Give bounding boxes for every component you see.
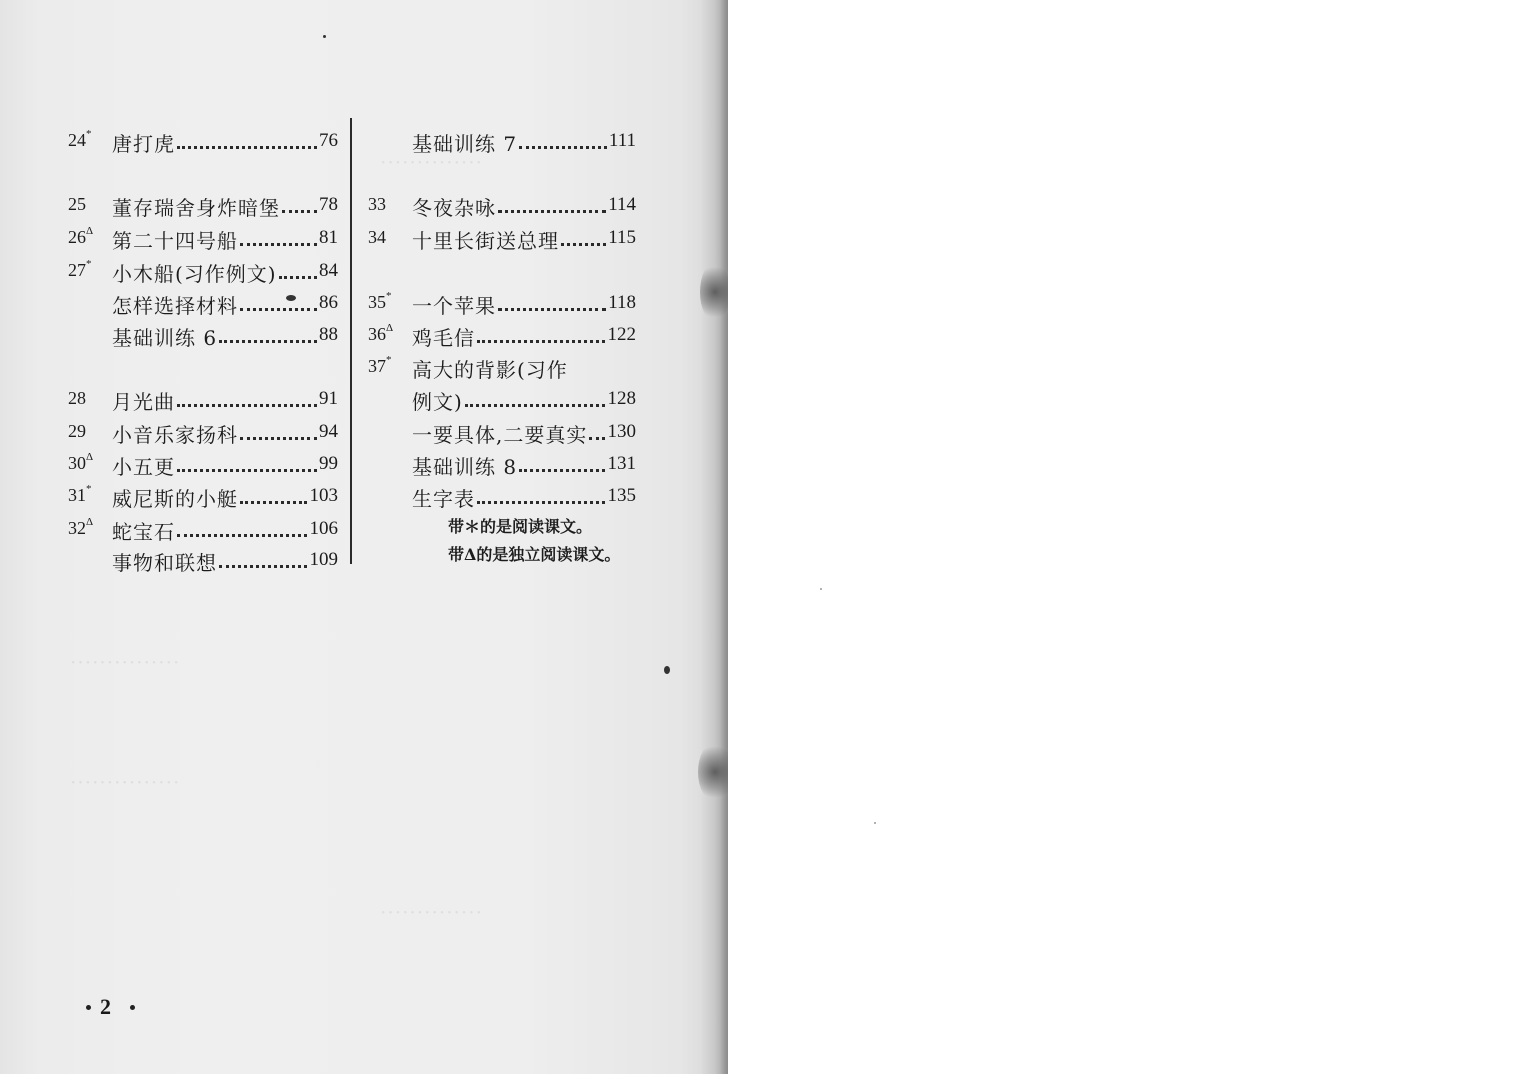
lesson-title: 鸡毛信 (412, 326, 475, 350)
page-number-ornament (86, 1005, 91, 1010)
lesson-title: 小木船(习作例文) (112, 262, 277, 286)
lesson-number (368, 356, 392, 377)
lesson-number (68, 388, 86, 409)
page-ref: 103 (309, 485, 338, 506)
show-through-text: ·············· (380, 900, 484, 924)
left-page (0, 0, 728, 1074)
lesson-title: 怎样选择材料 (112, 294, 238, 318)
lesson-mark: Δ (86, 225, 94, 237)
toc-entry (368, 192, 636, 222)
toc-entry (68, 322, 338, 352)
lesson-number-text: 26 (68, 227, 86, 247)
show-through-text: ·············· (380, 150, 484, 174)
leader-dots (177, 524, 307, 537)
leader-dots (219, 330, 317, 343)
lesson-title: 例文) (412, 390, 463, 414)
lesson-number (68, 421, 86, 442)
lesson-mark: * (86, 258, 92, 270)
lesson-title: 董存瑞舍身炸暗堡 (112, 196, 280, 220)
page-ref: 109 (309, 549, 338, 570)
lesson-number-text: 27 (68, 260, 86, 280)
ink-speck (874, 822, 876, 824)
binding-stain (700, 262, 728, 322)
page-ref: 99 (319, 453, 338, 474)
toc-entry (368, 128, 636, 158)
lesson-title: 蛇宝石 (112, 520, 175, 544)
toc-entry (68, 483, 338, 513)
leader-dots (219, 555, 307, 568)
lesson-number (368, 324, 393, 345)
ink-speck (323, 35, 326, 38)
lesson-mark: * (386, 354, 392, 366)
toc-entry (68, 451, 338, 481)
lesson-number-text: 29 (68, 421, 86, 441)
toc-entry (68, 547, 338, 577)
lesson-number-text: 31 (68, 485, 86, 505)
leader-dots (477, 491, 605, 504)
toc-entry (68, 128, 338, 158)
leader-dots (498, 298, 606, 311)
show-through-text: ··············· (70, 770, 181, 794)
lesson-title: 第二十四号船 (112, 229, 238, 253)
lesson-number (68, 485, 92, 506)
leader-dots (177, 136, 317, 149)
toc-entry (368, 419, 636, 449)
page-ref: 128 (607, 388, 636, 409)
toc-entry (368, 483, 636, 513)
page-number-ornament (130, 1005, 135, 1010)
toc-entry (368, 322, 636, 352)
lesson-title: 威尼斯的小艇 (112, 487, 238, 511)
lesson-title: 十里长街送总理 (412, 229, 559, 253)
lesson-number (68, 130, 92, 151)
page-ref: 94 (319, 421, 338, 442)
leader-dots (240, 427, 317, 440)
ink-speck (820, 588, 822, 590)
column-divider (350, 118, 352, 564)
note-reading: 带＊的是阅读课文。 (448, 517, 593, 536)
lesson-number-text: 33 (368, 194, 386, 214)
page-number: 2 (100, 994, 111, 1019)
lesson-number-text: 24 (68, 130, 86, 150)
lesson-number-text: 30 (68, 453, 86, 473)
leader-dots (240, 298, 317, 311)
lesson-title: 月光曲 (112, 390, 175, 414)
toc-entry (68, 516, 338, 546)
lesson-title: 生字表 (412, 487, 475, 511)
lesson-number-text: 37 (368, 356, 386, 376)
note-independent: 带Δ的是独立阅读课文。 (448, 545, 621, 564)
page-ref: 76 (319, 130, 338, 151)
page-ref: 135 (607, 485, 636, 506)
lesson-number (68, 453, 93, 474)
ink-speck (664, 666, 670, 674)
lesson-title: 一个苹果 (412, 294, 496, 318)
toc-entry (68, 419, 338, 449)
leader-dots (177, 459, 317, 472)
lesson-number (368, 227, 386, 248)
page-ref: 111 (608, 130, 636, 151)
lesson-title: 冬夜杂咏 (412, 196, 496, 220)
lesson-number (368, 292, 392, 313)
lesson-number-text: 35 (368, 292, 386, 312)
leader-dots (519, 459, 605, 472)
leader-dots (177, 394, 317, 407)
page-ref: 130 (607, 421, 636, 442)
lesson-title: 唐打虎 (112, 132, 175, 156)
lesson-title: 基础训练 7 (412, 132, 518, 156)
lesson-mark: Δ (86, 516, 94, 528)
toc-entry (368, 451, 636, 481)
lesson-mark: * (386, 290, 392, 302)
toc-entry (68, 258, 338, 288)
lesson-title: 小音乐家扬科 (112, 423, 238, 447)
lesson-title: 基础训练 8 (412, 455, 518, 479)
leader-dots (498, 200, 606, 213)
toc-entry (68, 290, 338, 320)
lesson-mark: Δ (86, 451, 94, 463)
lesson-number-text: 25 (68, 194, 86, 214)
right-page (728, 0, 1516, 1074)
lesson-mark: Δ (386, 322, 394, 334)
toc-entry (368, 290, 636, 320)
lesson-title: 小五更 (112, 455, 175, 479)
lesson-title: 基础训练 6 (112, 326, 218, 350)
lesson-mark: * (86, 128, 92, 140)
gutter-shadow (700, 0, 728, 1074)
lesson-number (68, 518, 93, 539)
leader-dots (465, 394, 605, 407)
toc-entry (68, 386, 338, 416)
page-ref: 78 (319, 194, 338, 215)
leader-dots (240, 491, 307, 504)
leader-dots (279, 266, 317, 279)
toc-entry (368, 225, 636, 255)
lesson-title: 事物和联想 (112, 551, 217, 575)
lesson-number (68, 194, 86, 215)
lesson-title: 一要具体,二要真实 (412, 423, 588, 447)
page-ref: 122 (607, 324, 636, 345)
leader-dots (477, 330, 605, 343)
page-ref: 106 (309, 518, 338, 539)
page-ref: 91 (319, 388, 338, 409)
page-ref: 131 (607, 453, 636, 474)
page-ref: 88 (319, 324, 338, 345)
page-ref: 118 (608, 292, 636, 313)
leader-dots (282, 200, 317, 213)
lesson-number-text: 34 (368, 227, 386, 247)
ink-speck (286, 295, 296, 301)
lesson-number-text: 36 (368, 324, 386, 344)
toc-entry (68, 192, 338, 222)
leader-dots (240, 233, 317, 246)
leader-dots (589, 427, 605, 440)
lesson-number-text: 28 (68, 388, 86, 408)
toc-entry (368, 386, 636, 416)
page-ref: 86 (319, 292, 338, 313)
leader-dots (519, 136, 607, 149)
lesson-mark: * (86, 483, 92, 495)
lesson-number (68, 260, 92, 281)
toc-entry (368, 354, 636, 384)
page-ref: 115 (608, 227, 636, 248)
lesson-title: 高大的背影(习作 (412, 358, 568, 382)
page-ref: 81 (319, 227, 338, 248)
lesson-number-text: 32 (68, 518, 86, 538)
leader-dots (561, 233, 606, 246)
lesson-number (368, 194, 386, 215)
page-ref: 114 (608, 194, 636, 215)
binding-stain (698, 742, 728, 802)
page-ref: 84 (319, 260, 338, 281)
lesson-number (68, 227, 93, 248)
show-through-text: ··············· (70, 650, 181, 674)
toc-entry (68, 225, 338, 255)
